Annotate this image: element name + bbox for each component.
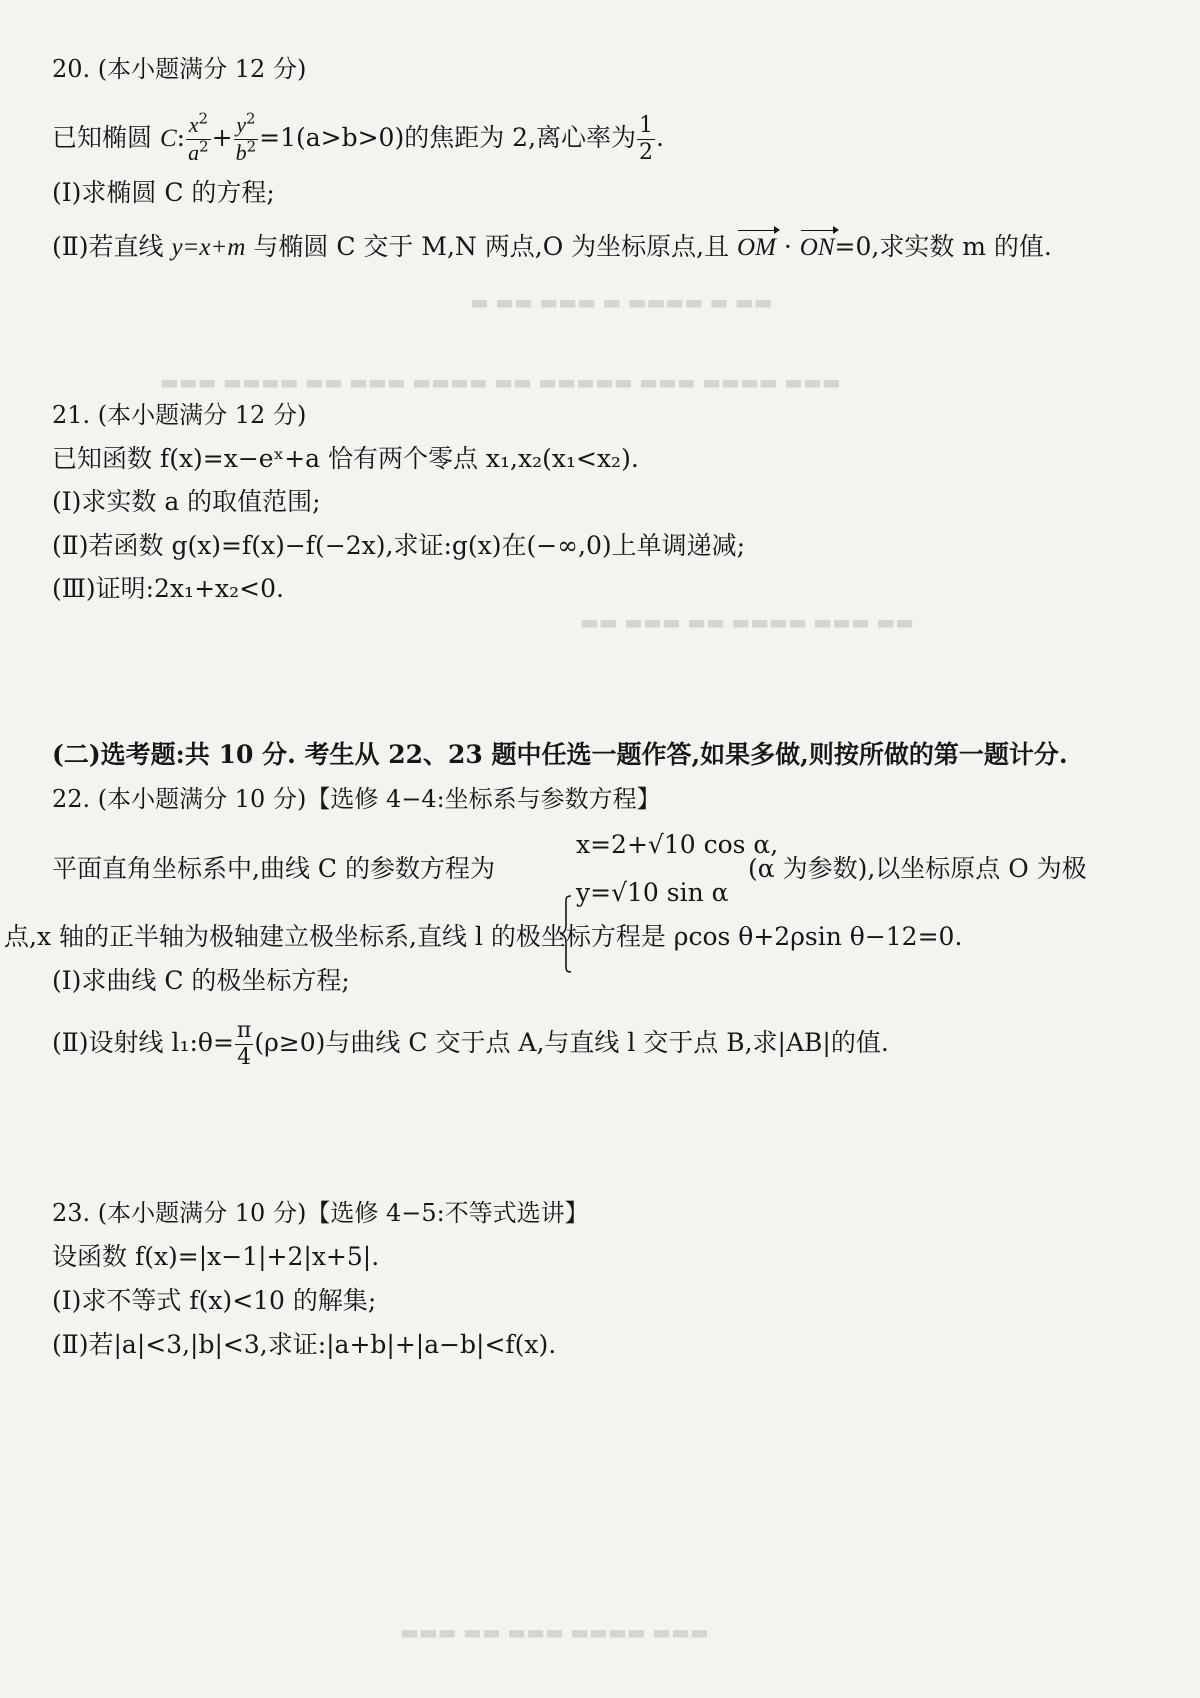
- ellipse-y-fraction: $\frac{y^2}{b^2}$: [235, 109, 257, 165]
- q20-stem: 已知椭圆 C: $\frac{x^2}{a^2}$ + $\frac{y^2}{b^2}$ =1(a>b>0)的焦距为 2,离心率为 $\frac{1}{2}$ .: [52, 109, 664, 165]
- show-through-2: ▬▬▬ ▬▬▬▬ ▬▬ ▬▬▬ ▬▬▬▬ ▬▬ ▬▬▬▬▬ ▬▬▬ ▬▬▬▬ ▬▬▬: [160, 370, 841, 394]
- q22-part2: (Ⅱ)设射线 l₁:θ= $\frac{\pi}{4}$ (ρ≥0)与曲线 C 交于点 A,与直线 l 交于点 B,求|AB|的值.: [52, 1018, 889, 1070]
- q21-stem: 已知函数 f(x)=x−eˣ+a 恰有两个零点 x₁,x₂(x₁<x₂).: [52, 444, 639, 473]
- q21-part3: (Ⅲ)证明:2x₁+x₂<0.: [52, 574, 284, 603]
- show-through-4: ▬▬▬ ▬▬ ▬▬▬ ▬▬▬▬ ▬▬▬: [400, 1620, 709, 1644]
- pi-over-4-fraction: $\frac{\pi}{4}$: [236, 1018, 252, 1070]
- q22-eq-x: x=2+√10 cos α,: [576, 830, 779, 859]
- q23-part2: (Ⅱ)若|a|<3,|b|<3,求证:|a+b|+|a−b|<f(x).: [52, 1330, 557, 1359]
- q21-header: 21. (本小题满分 12 分): [52, 401, 307, 429]
- q22-stem-pre: 平面直角坐标系中,曲线 C 的参数方程为: [52, 854, 495, 883]
- q20-part1: (Ⅰ)求椭圆 C 的方程;: [52, 178, 275, 207]
- q23-part1: (Ⅰ)求不等式 f(x)<10 的解集;: [52, 1286, 377, 1315]
- q22-header: 22. (本小题满分 10 分)【选修 4−4:坐标系与参数方程】: [52, 785, 661, 813]
- q21-part2: (Ⅱ)若函数 g(x)=f(x)−f(−2x),求证:g(x)在(−∞,0)上单调递减;: [52, 531, 746, 560]
- q22-stem-cont: 点,x 轴的正半轴为极轴建立极坐标系,直线 l 的极坐标方程是 ρcos θ+2ρsin θ−12=0.: [4, 922, 963, 951]
- q23-stem: 设函数 f(x)=|x−1|+2|x+5|.: [52, 1242, 380, 1271]
- q22-part1: (Ⅰ)求曲线 C 的极坐标方程;: [52, 966, 350, 995]
- show-through-3: ▬▬ ▬▬▬ ▬▬ ▬▬▬▬ ▬▬▬ ▬▬: [580, 610, 915, 634]
- q20-line-equation: y=x+m: [171, 234, 246, 261]
- vector-on: ON: [800, 231, 835, 265]
- q22-eq-y: y=√10 sin α: [576, 878, 729, 907]
- vector-om: OM: [737, 231, 776, 265]
- ellipse-x-fraction: $\frac{x^2}{a^2}$: [188, 109, 209, 165]
- q22-stem-post: (α 为参数),以坐标原点 O 为极: [748, 854, 1087, 883]
- section-elective-note: (二)选考题:共 10 分. 考生从 22、23 题中任选一题作答,如果多做,则按所做的第一题计分.: [52, 740, 1068, 769]
- q20-part2: (Ⅱ)若直线 y=x+m 与椭圆 C 交于 M,N 两点,O 为坐标原点,且 OM · ON=0,求实数 m 的值.: [52, 230, 1052, 265]
- q20-stem-cond: (a>b>0)的焦距为 2,离心率为: [296, 123, 637, 152]
- q20-stem-pre: 已知椭圆: [52, 123, 153, 152]
- eccentricity-fraction: $\frac{1}{2}$: [639, 113, 654, 165]
- q21-part1: (Ⅰ)求实数 a 的取值范围;: [52, 487, 321, 516]
- show-through-1: ▬ ▬▬ ▬▬▬ ▬ ▬▬▬▬ ▬ ▬▬: [470, 290, 773, 314]
- q23-header: 23. (本小题满分 10 分)【选修 4−5:不等式选讲】: [52, 1199, 589, 1227]
- q20-header: 20. (本小题满分 12 分): [52, 55, 307, 83]
